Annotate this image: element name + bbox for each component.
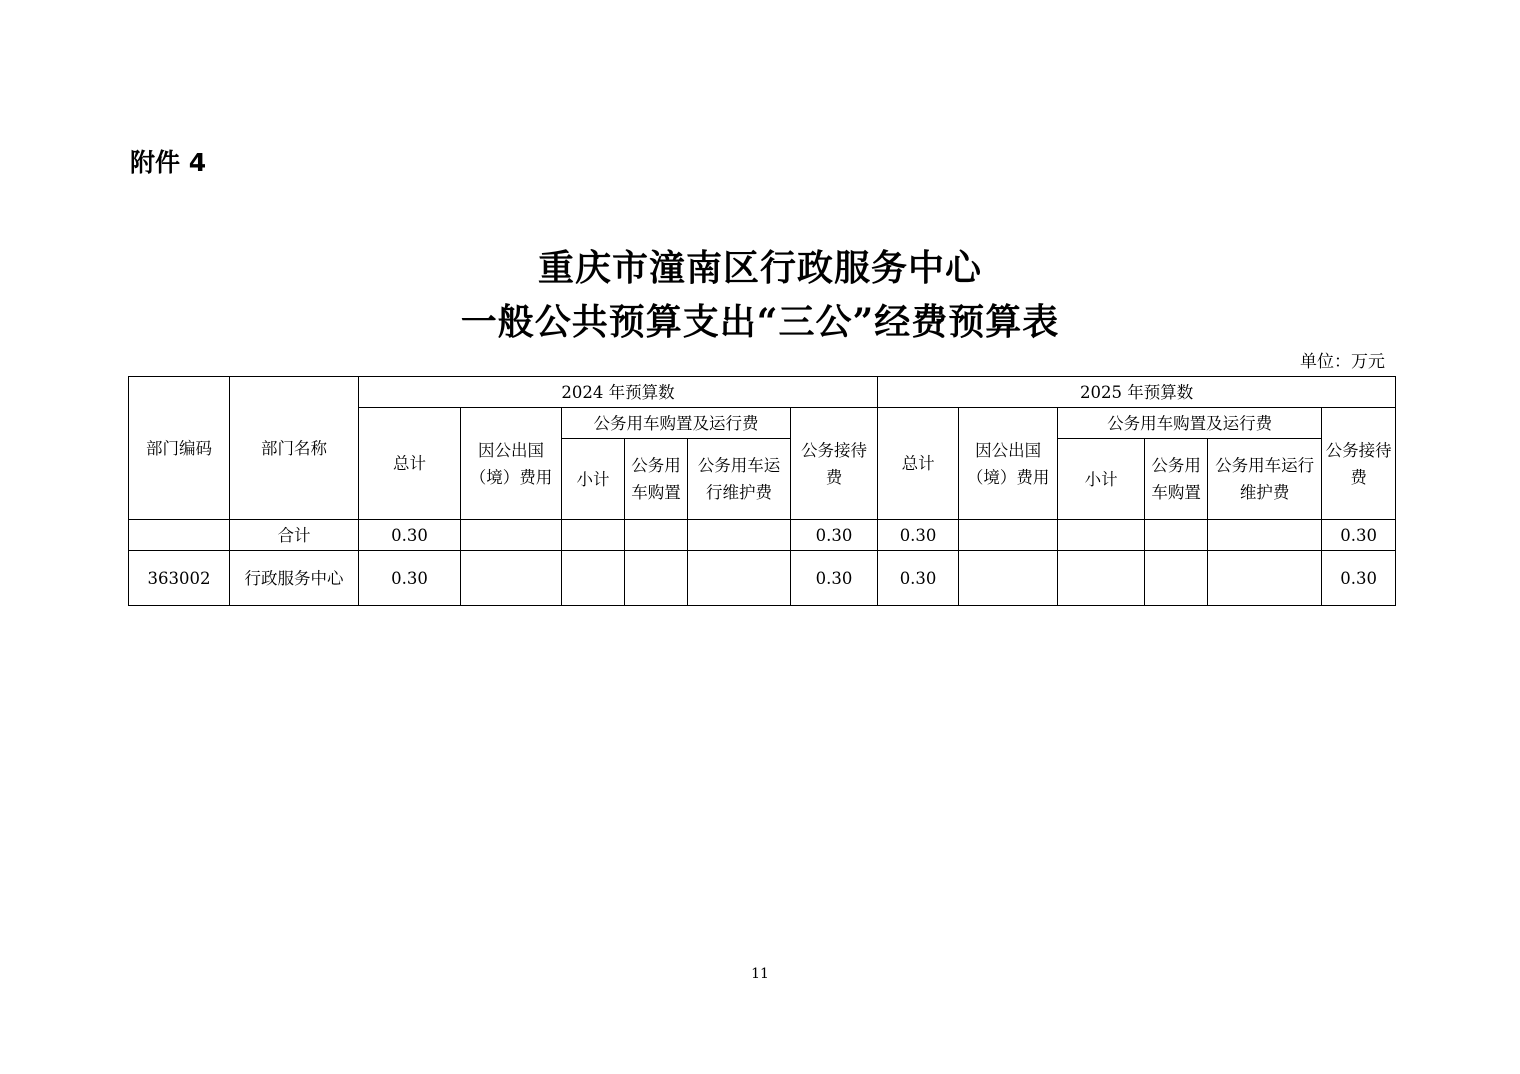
cell-2024-overseas — [461, 520, 562, 551]
cell-2024-overseas — [461, 551, 562, 606]
cell-2025-maintenance — [1208, 551, 1322, 606]
cell-2025-overseas — [959, 520, 1058, 551]
header-2025-reception: 公务接待费 — [1322, 408, 1396, 520]
header-dept-name: 部门名称 — [230, 377, 359, 520]
header-2024-overseas: 因公出国（境）费用 — [461, 408, 562, 520]
cell-2024-reception: 0.30 — [791, 520, 878, 551]
title-line-1: 重庆市潼南区行政服务中心 — [537, 247, 982, 289]
budget-table — [128, 376, 1396, 606]
header-dept-code: 部门编码 — [129, 377, 230, 520]
table-row-dept — [129, 551, 1396, 606]
cell-2024-purchase — [625, 520, 688, 551]
header-2025: 2025 年预算数 — [878, 377, 1396, 408]
cell-2025-subtotal — [1058, 520, 1145, 551]
table-row-total — [129, 520, 1396, 551]
header-2025-subtotal: 小计 — [1058, 439, 1145, 520]
header-2024-total: 总计 — [359, 408, 461, 520]
cell-2025-reception: 0.30 — [1322, 551, 1396, 606]
header-row-years — [129, 377, 1396, 408]
cell-2025-reception: 0.30 — [1322, 520, 1396, 551]
header-2025-total: 总计 — [878, 408, 959, 520]
cell-dept-name: 行政服务中心 — [230, 551, 359, 606]
cell-dept-code — [129, 520, 230, 551]
cell-2024-total: 0.30 — [359, 551, 461, 606]
page-number: 11 — [751, 966, 769, 982]
cell-2025-purchase — [1145, 520, 1208, 551]
cell-2025-maintenance — [1208, 520, 1322, 551]
cell-2024-subtotal — [562, 520, 625, 551]
cell-2025-subtotal — [1058, 551, 1145, 606]
cell-2025-total: 0.30 — [878, 551, 959, 606]
header-2025-vehicle-purchase: 公务用车购置 — [1145, 439, 1208, 520]
cell-2025-purchase — [1145, 551, 1208, 606]
cell-2024-maintenance — [688, 551, 791, 606]
cell-2024-total: 0.30 — [359, 520, 461, 551]
cell-2024-subtotal — [562, 551, 625, 606]
header-2025-vehicle-maintenance: 公务用车运行维护费 — [1208, 439, 1322, 520]
header-2024-reception: 公务接待费 — [791, 408, 878, 520]
header-2025-overseas: 因公出国（境）费用 — [959, 408, 1058, 520]
header-2024-vehicle-maintenance: 公务用车运行维护费 — [688, 439, 791, 520]
unit-label: 单位：万元 — [1300, 352, 1385, 372]
cell-dept-name: 合计 — [230, 520, 359, 551]
attachment-label: 附件 4 — [130, 148, 207, 177]
header-2024: 2024 年预算数 — [359, 377, 878, 408]
cell-dept-code: 363002 — [129, 551, 230, 606]
header-2025-vehicle: 公务用车购置及运行费 — [1058, 408, 1322, 439]
cell-2024-purchase — [625, 551, 688, 606]
cell-2024-reception: 0.30 — [791, 551, 878, 606]
header-2024-vehicle: 公务用车购置及运行费 — [562, 408, 791, 439]
cell-2025-total: 0.30 — [878, 520, 959, 551]
cell-2024-maintenance — [688, 520, 791, 551]
title-line-2: 一般公共预算支出“三公”经费预算表 — [460, 301, 1060, 343]
cell-2025-overseas — [959, 551, 1058, 606]
header-2024-subtotal: 小计 — [562, 439, 625, 520]
header-2024-vehicle-purchase: 公务用车购置 — [625, 439, 688, 520]
